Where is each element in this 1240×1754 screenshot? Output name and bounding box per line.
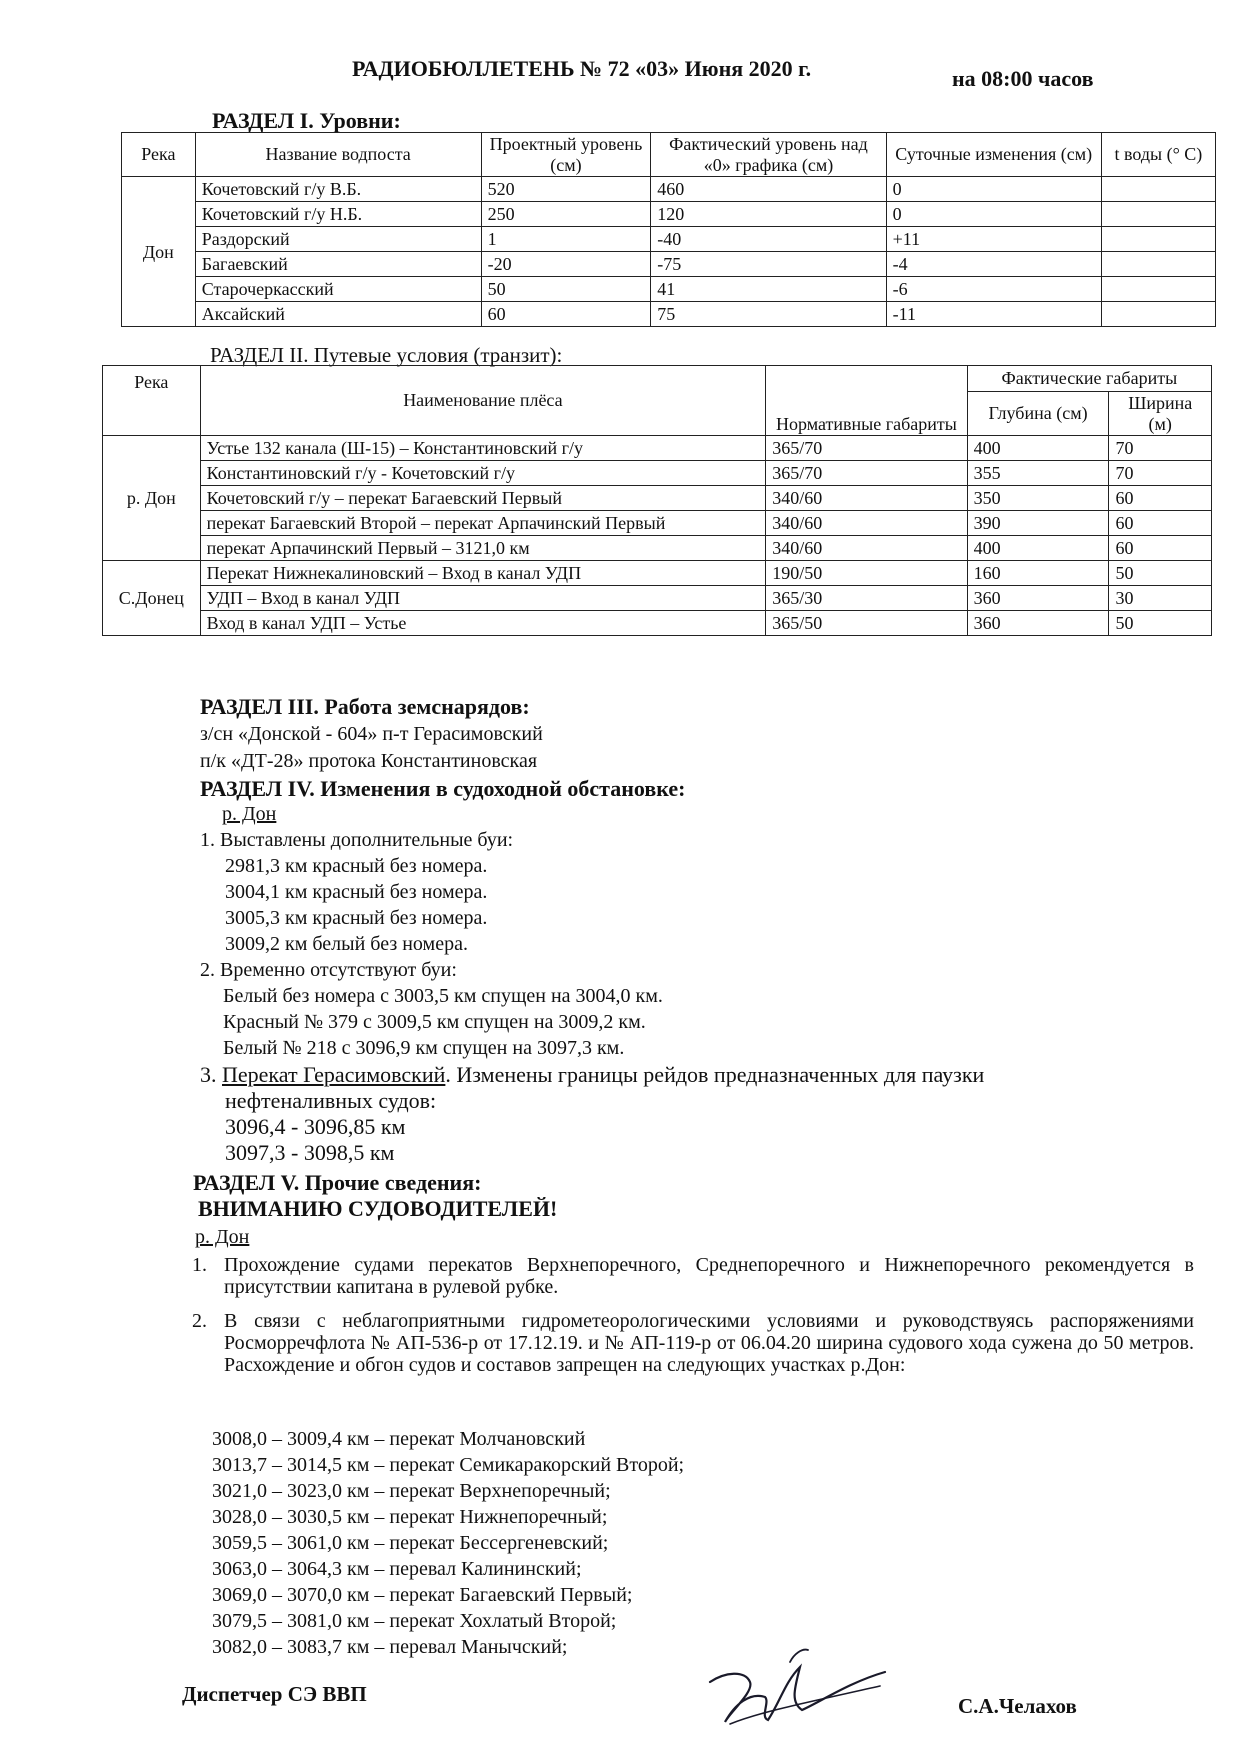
change-cell: +11 — [886, 227, 1101, 252]
temp-cell — [1101, 177, 1215, 202]
change-cell: -4 — [886, 252, 1101, 277]
dispatcher-name: С.А.Челахов — [958, 1694, 1077, 1718]
width-cell: 50 — [1109, 561, 1212, 586]
stretch-cell: Перекат Нижнекалиновский – Вход в канал УДП — [200, 561, 766, 586]
col-river: Река — [103, 366, 201, 436]
col-normative: Нормативные габариты — [766, 366, 967, 436]
change-cell: -11 — [886, 302, 1101, 327]
table-row — [103, 461, 1212, 486]
paragraph-1: Прохождение судами перекатов Верхнепоречного, Среднепоречного и Нижнепоречного рекомендуется в присутствии капитана в рулевой рубке. — [224, 1254, 1194, 1298]
col-temp: t воды (° С) — [1101, 133, 1215, 177]
attention-heading: ВНИМАНИЮ СУДОВОДИТЕЛЕЙ! — [198, 1196, 558, 1221]
post-cell: Кочетовский г/у Н.Б. — [195, 202, 481, 227]
stretch-cell: Вход в канал УДП – Устье — [200, 611, 766, 636]
table-row — [122, 252, 1216, 277]
list-item: 3004,1 км красный без номера. — [225, 881, 488, 903]
list-item: 3009,2 км белый без номера. — [225, 933, 468, 955]
list-item: 3079,5 – 3081,0 км – перекат Хохлатый Второй; — [212, 1610, 617, 1632]
actual-cell: 460 — [651, 177, 886, 202]
change-cell: 0 — [886, 177, 1101, 202]
post-cell: Кочетовский г/у В.Б. — [195, 177, 481, 202]
dredger-line: з/сн «Донской - 604» п-т Герасимовский — [200, 723, 543, 745]
paragraph-2: В связи с неблагоприятными гидрометеорологическими условиями и руководствуясь распоряжениями Росморречфлота № АП-536-р от 17.12.19. и № АП-119-р от 06.04.20 ширина судового хода сужена до 50 метров. Расхождение и обгон судов и составов запрещен на следующих участках р.Дон: — [224, 1310, 1194, 1376]
list-item: 3069,0 – 3070,0 км – перекат Багаевский Первый; — [212, 1584, 633, 1606]
depth-cell: 355 — [967, 461, 1109, 486]
list-item: 3059,5 – 3061,0 км – перекат Бессергеневский; — [212, 1532, 609, 1554]
post-cell: Багаевский — [195, 252, 481, 277]
width-cell: 30 — [1109, 586, 1212, 611]
col-actual: Фактический уровень над «0» графика (см) — [651, 133, 886, 177]
bulletin-title: РАДИОБЮЛЛЕТЕНЬ № 72 «03» Июня 2020 г. — [352, 56, 812, 81]
temp-cell — [1101, 227, 1215, 252]
norm-cell: 365/70 — [766, 436, 967, 461]
table-row — [122, 302, 1216, 327]
item3-text2: нефтеналивных судов: — [225, 1088, 437, 1113]
change-cell: -6 — [886, 277, 1101, 302]
post-cell: Аксайский — [195, 302, 481, 327]
river-cell: р. Дон — [103, 436, 201, 561]
table-row — [103, 561, 1212, 586]
section2-title: РАЗДЕЛ II. Путевые условия (транзит): — [210, 343, 563, 367]
stretch-cell: УДП – Вход в канал УДП — [200, 586, 766, 611]
col-project: Проектный уровень (см) — [481, 133, 651, 177]
width-cell: 50 — [1109, 611, 1212, 636]
section5-title: РАЗДЕЛ V. Прочие сведения: — [193, 1170, 482, 1195]
col-width: Ширина (м) — [1109, 392, 1212, 436]
section4-title: РАЗДЕЛ IV. Изменения в судоходной обстановке: — [200, 776, 686, 801]
stretch-cell: перекат Багаевский Второй – перекат Арпачинский Первый — [200, 511, 766, 536]
table-row — [103, 611, 1212, 636]
temp-cell — [1101, 302, 1215, 327]
table-row — [103, 486, 1212, 511]
item3-text: . Изменены границы рейдов предназначенных для паузки — [445, 1062, 985, 1087]
handwritten-signature-icon — [690, 1642, 890, 1737]
norm-cell: 340/60 — [766, 536, 967, 561]
list-item: 3021,0 – 3023,0 км – перекат Верхнепоречный; — [212, 1480, 611, 1502]
norm-cell: 365/30 — [766, 586, 967, 611]
list-item: Белый № 218 с 3096,9 км спущен на 3097,3 км. — [223, 1037, 625, 1059]
post-cell: Раздорский — [195, 227, 481, 252]
table-row — [103, 586, 1212, 611]
table-row — [103, 511, 1212, 536]
width-cell: 60 — [1109, 486, 1212, 511]
project-cell: 1 — [481, 227, 651, 252]
section3-title: РАЗДЕЛ III. Работа земснарядов: — [200, 694, 530, 719]
col-change: Суточные изменения (см) — [886, 133, 1101, 177]
transit-table — [102, 365, 1212, 636]
norm-cell: 365/70 — [766, 461, 967, 486]
levels-table — [121, 132, 1216, 327]
actual-cell: 75 — [651, 302, 886, 327]
dispatcher-position: Диспетчер СЭ ВВП — [182, 1682, 367, 1706]
river-cell: С.Донец — [103, 561, 201, 636]
list-item: 3097,3 - 3098,5 км — [225, 1140, 395, 1165]
project-cell: 520 — [481, 177, 651, 202]
norm-cell: 365/50 — [766, 611, 967, 636]
stretch-cell: перекат Арпачинский Первый – 3121,0 км — [200, 536, 766, 561]
item2-head: 2. Временно отсутствуют буи: — [200, 959, 457, 981]
bulletin-header — [352, 56, 1094, 91]
list-item: Белый без номера с 3003,5 км спущен на 3004,0 км. — [223, 985, 663, 1007]
item3-num: 3. — [200, 1062, 217, 1087]
list-item: 3013,7 – 3014,5 км – перекат Семикаракорский Второй; — [212, 1454, 685, 1476]
list-item: 3028,0 – 3030,5 км – перекат Нижнепоречный; — [212, 1506, 608, 1528]
depth-cell: 400 — [967, 536, 1109, 561]
stretch-cell: Устье 132 канала (Ш-15) – Константиновский г/у — [200, 436, 766, 461]
actual-cell: -75 — [651, 252, 886, 277]
section4-river: р. Дон — [222, 803, 277, 825]
p1-num: 1. — [192, 1254, 207, 1276]
temp-cell — [1101, 252, 1215, 277]
col-post: Название водпоста — [195, 133, 481, 177]
list-item: 3063,0 – 3064,3 км – перевал Калининский; — [212, 1558, 582, 1580]
list-item: Красный № 379 с 3009,5 км спущен на 3009,2 км. — [223, 1011, 646, 1033]
norm-cell: 190/50 — [766, 561, 967, 586]
table-row — [103, 436, 1212, 461]
transit-header-row — [103, 366, 1212, 392]
bulletin-time: на 08:00 часов — [952, 66, 1094, 91]
norm-cell: 340/60 — [766, 486, 967, 511]
post-cell: Старочеркасский — [195, 277, 481, 302]
table-row — [122, 277, 1216, 302]
table-row — [122, 227, 1216, 252]
width-cell: 60 — [1109, 511, 1212, 536]
temp-cell — [1101, 277, 1215, 302]
width-cell: 70 — [1109, 461, 1212, 486]
actual-cell: -40 — [651, 227, 886, 252]
depth-cell: 160 — [967, 561, 1109, 586]
list-item: 3096,4 - 3096,85 км — [225, 1114, 406, 1139]
depth-cell: 390 — [967, 511, 1109, 536]
levels-header-row — [122, 133, 1216, 177]
dredger-line: п/к «ДТ-28» протока Константиновская — [200, 750, 538, 772]
stretch-cell: Константиновский г/у - Кочетовский г/у — [200, 461, 766, 486]
item3-head — [200, 1062, 984, 1088]
width-cell: 70 — [1109, 436, 1212, 461]
list-item: 3005,3 км красный без номера. — [225, 907, 488, 929]
norm-cell: 340/60 — [766, 511, 967, 536]
section1-title: РАЗДЕЛ I. Уровни: — [212, 108, 401, 133]
col-stretch: Наименование плёса — [200, 366, 766, 436]
item3-link: Перекат Герасимовский — [222, 1062, 446, 1087]
depth-cell: 360 — [967, 611, 1109, 636]
p2-num: 2. — [192, 1310, 207, 1332]
depth-cell: 400 — [967, 436, 1109, 461]
table-row — [122, 202, 1216, 227]
col-depth: Глубина (см) — [967, 392, 1109, 436]
change-cell: 0 — [886, 202, 1101, 227]
project-cell: -20 — [481, 252, 651, 277]
temp-cell — [1101, 202, 1215, 227]
stretch-cell: Кочетовский г/у – перекат Багаевский Первый — [200, 486, 766, 511]
project-cell: 250 — [481, 202, 651, 227]
col-actual: Фактические габариты — [967, 366, 1211, 392]
col-river: Река — [122, 133, 196, 177]
list-item: 3008,0 – 3009,4 км – перекат Молчановский — [212, 1428, 586, 1450]
list-item: 3082,0 – 3083,7 км – перевал Манычский; — [212, 1636, 568, 1658]
actual-cell: 120 — [651, 202, 886, 227]
item1-head: 1. Выставлены дополнительные буи: — [200, 829, 514, 851]
project-cell: 60 — [481, 302, 651, 327]
table-row — [122, 177, 1216, 202]
river-cell: Дон — [122, 177, 196, 327]
actual-cell: 41 — [651, 277, 886, 302]
depth-cell: 350 — [967, 486, 1109, 511]
table-row — [103, 536, 1212, 561]
width-cell: 60 — [1109, 536, 1212, 561]
section5-river: р. Дон — [195, 1226, 250, 1248]
list-item: 2981,3 км красный без номера. — [225, 855, 488, 877]
project-cell: 50 — [481, 277, 651, 302]
depth-cell: 360 — [967, 586, 1109, 611]
